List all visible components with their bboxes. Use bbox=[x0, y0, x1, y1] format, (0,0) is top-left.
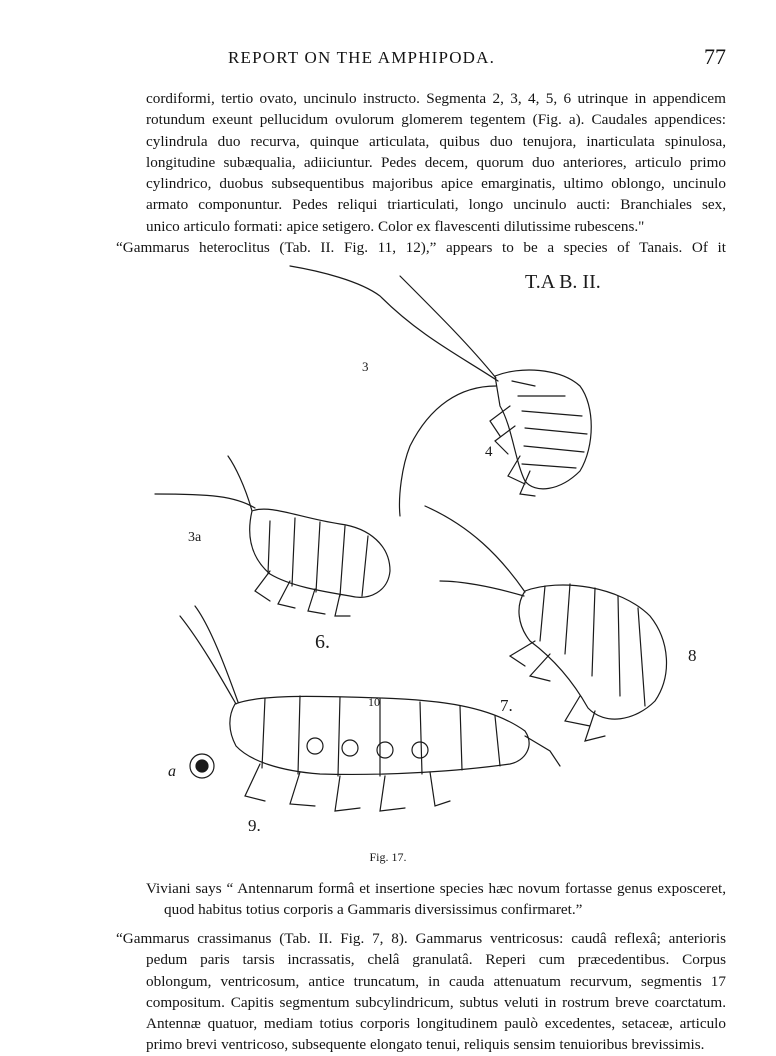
figure-caption: Fig. 17. bbox=[369, 850, 407, 864]
text-line: Antennæ quatuor, mediam totius corporis longitudinem paulò excedentes, setaceæ, articulo bbox=[146, 1015, 726, 1033]
text-line: Viviani says “ Antennarum formâ et insertione species hæc novum fortasse genus exposceret, bbox=[146, 880, 726, 897]
figure-label-4: 4 bbox=[485, 444, 493, 460]
text-line: “Gammarus heteroclitus (Tab. II. Fig. 11, 12),” appears to be a species of Tanais. Of it bbox=[116, 239, 726, 256]
crassimanus-paragraph bbox=[116, 928, 726, 1056]
text-line: pedum paris tarsis incrassatis, chelâ granulatâ. Reperi cum præcedentibus. Corpus bbox=[146, 951, 726, 969]
text-line: longitudine subæqualia, adiiciuntur. Pedes decem, quorum duo anteriores, articulo primo bbox=[146, 153, 726, 171]
figure-label-3: 3 bbox=[362, 359, 369, 374]
text-line: oblongum, ventricosum, antice truncatum, in cauda attenuatum recurvum, segmentis 17 bbox=[146, 972, 726, 990]
text-line: compositum. Capitis segmentum subcylindricum, subtus veluti in rostrum breve coarctatum. bbox=[146, 993, 726, 1011]
figure-label-9: 9. bbox=[248, 816, 261, 835]
figure-label-7: 7. bbox=[500, 696, 513, 715]
figure-label-10: 10 bbox=[368, 695, 380, 709]
figure-label-6: 6. bbox=[315, 631, 330, 653]
viviani-quote bbox=[146, 878, 726, 921]
text-line: rotundum exeunt pellucidum ovulorum glomerem tegentem (Fig. a). Caudales appendices: bbox=[146, 111, 726, 129]
text-line: cylindrula duo recurva, quinque articulata, quibus duo tenujora, inarticulata spinulosa, bbox=[146, 132, 726, 150]
plate-figure bbox=[140, 256, 740, 842]
text-line: quod habitus totius corporis a Gammaris diversissimus confirmaret.” bbox=[164, 901, 583, 919]
running-title: REPORT ON THE AMPHIPODA. bbox=[228, 48, 496, 67]
text-line: armato componuntur. Pedes reliqui triarticulati, longo uncinulo aucti: Branchiales sex, bbox=[146, 196, 726, 214]
specimen-4-drawing bbox=[290, 266, 591, 516]
text-line: cylindrico, duobus subsequentibus majoribus apice emarginatis, ultimo oblongo, uncinulo bbox=[146, 175, 726, 193]
text-line: unico articulo formati: apice setigero. Color ex flavescenti dilutissime rubescens." bbox=[146, 217, 645, 235]
figure-label-3a: 3a bbox=[188, 530, 202, 545]
figure-label-a: a bbox=[168, 763, 176, 780]
text-line: cordiformi, tertio ovato, uncinulo instructo. Segmenta 2, 3, 4, 5, 6 utrinque in appendicem bbox=[146, 90, 726, 107]
page-header bbox=[0, 44, 776, 74]
figure-label-8: 8 bbox=[688, 646, 697, 665]
plate-title: T.A B. II. bbox=[525, 271, 601, 293]
text-line: “Gammarus crassimanus (Tab. II. Fig. 7, 8). Gammarus ventricosus: caudâ reflexâ; anterioris bbox=[116, 930, 726, 947]
plate-illustration bbox=[140, 256, 740, 842]
text-line: primo brevi ventricoso, subsequente elongato tenui, reliquis sensim tenuioribus brevissimis. bbox=[146, 1036, 705, 1054]
page-number: 77 bbox=[704, 44, 726, 69]
top-paragraph bbox=[146, 88, 726, 237]
